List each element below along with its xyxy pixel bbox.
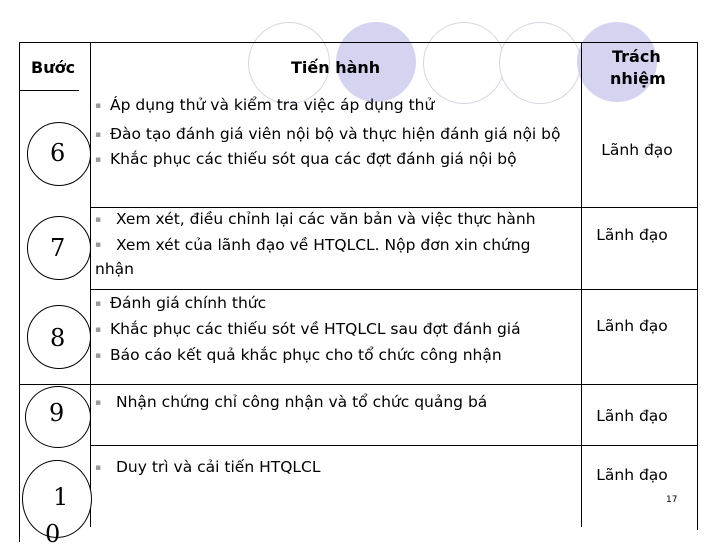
responsibility-cell: Lãnh đạo: [596, 317, 668, 335]
header-responsibility: Trách: [612, 47, 661, 66]
process-item: Đánh giá chính thức: [110, 294, 267, 312]
decorative-circle: [499, 22, 581, 104]
bullet-icon: ▪: [95, 351, 102, 361]
process-item: Duy trì và cải tiến HTQLCL: [116, 458, 321, 476]
bullet-icon: ▪: [95, 398, 102, 408]
table-divider: [90, 445, 697, 446]
process-item: Nhận chứng chỉ công nhận và tổ chức quảng bá: [116, 393, 488, 411]
table-divider: [19, 384, 697, 385]
bullet-icon: ▪: [95, 101, 102, 111]
step-number: 9: [49, 399, 65, 427]
process-item: Xem xét của lãnh đạo về HTQLCL. Nộp đơn xin chứng: [116, 236, 531, 254]
process-item: Báo cáo kết quả khắc phục cho tổ chức công nhận: [110, 346, 502, 364]
page-number: 17: [666, 495, 678, 505]
responsibility-cell: Lãnh đạo: [596, 226, 668, 244]
decorative-circle: [423, 22, 505, 104]
table-border-right: [697, 42, 698, 530]
header-process: Tiến hành: [291, 58, 381, 77]
bullet-icon: ▪: [95, 325, 102, 335]
process-item: Khắc phục các thiếu sót về HTQLCL sau đợt đánh giá: [110, 320, 521, 338]
bullet-icon: ▪: [95, 463, 102, 473]
process-item: Xem xét, điều chỉnh lại các văn bản và việc thực hành: [116, 210, 536, 228]
table-border-left: [19, 42, 20, 542]
table-divider: [19, 90, 79, 91]
process-item: Khắc phục các thiếu sót qua các đợt đánh giá nội bộ: [110, 150, 517, 168]
step-number: 8: [50, 324, 66, 352]
table-divider: [90, 207, 697, 208]
responsibility-cell: Lãnh đạo: [601, 141, 673, 159]
bullet-icon: ▪: [95, 240, 102, 250]
bullet-icon: ▪: [95, 299, 102, 309]
bullet-icon: ▪: [95, 130, 102, 140]
step-number: 6: [50, 139, 66, 167]
header-step: Bước: [31, 58, 76, 77]
step-number: 1: [53, 483, 69, 511]
responsibility-cell: Lãnh đạo: [596, 407, 668, 425]
bullet-icon: ▪: [95, 155, 102, 165]
table-column-divider: [90, 42, 91, 527]
table-border-top: [19, 42, 697, 43]
step-number: 0: [45, 520, 61, 548]
responsibility-cell: Lãnh đạo: [596, 466, 668, 484]
header-responsibility: nhiệm: [610, 69, 666, 88]
table-column-divider: [581, 42, 582, 527]
bullet-icon: ▪: [95, 215, 102, 225]
process-item-continuation: nhận: [95, 260, 134, 278]
process-item: Áp dụng thử và kiểm tra việc áp dụng thử: [110, 96, 435, 114]
step-number: 7: [50, 234, 66, 262]
process-item: Đào tạo đánh giá viên nội bộ và thực hiện đánh giá nội bộ: [110, 125, 561, 143]
table-divider: [90, 289, 697, 290]
